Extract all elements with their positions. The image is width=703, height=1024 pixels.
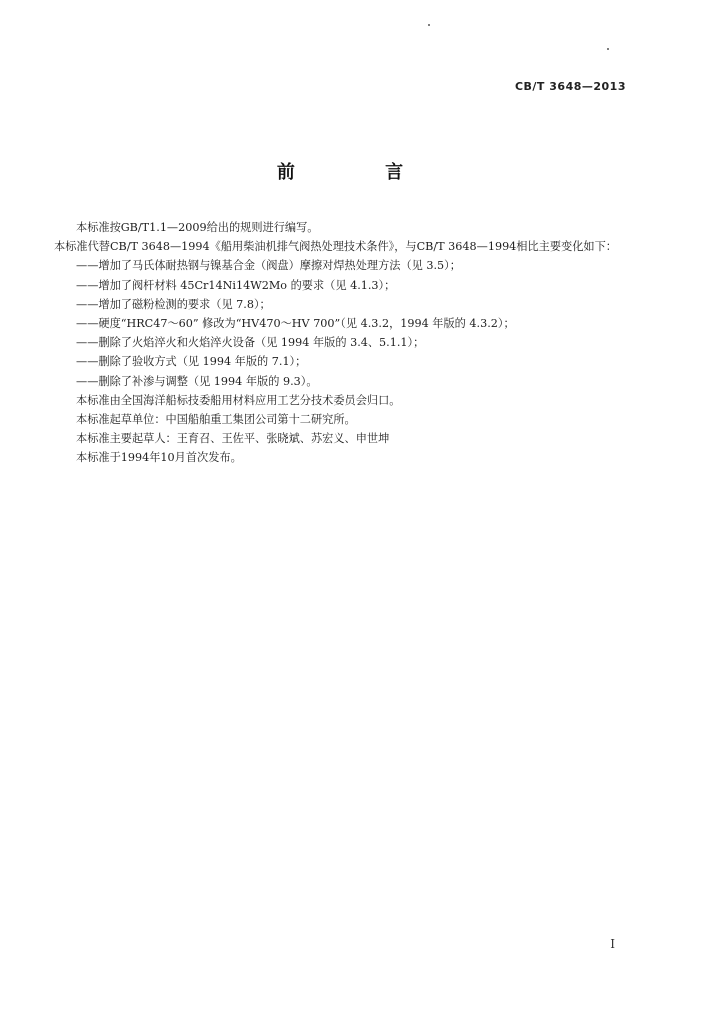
standard-code: CB/T 3648—2013 [514, 80, 626, 93]
change-item: ——增加了马氏体耐热钢与镍基合金（阀盘）摩擦对焊热处理方法（见 3.5）； [76, 259, 461, 273]
closing-line: 本标准主要起草人：王育召、王佐平、张晓斌、苏宏义、申世坤 [76, 432, 390, 446]
document-body [54, 218, 630, 468]
closing-line: 本标准于1994年10月首次发布。 [76, 451, 242, 465]
scan-speck [607, 48, 609, 50]
paragraph: 本标准代替CB/T 3648—1994《船用柴油机排气阀热处理技术条件》，与CB/T 3648—1994相比主要变化如下： [54, 240, 617, 254]
change-item: ——硬度“HRC47～60” 修改为“HV470～HV 700”（见 4.3.2，1994 年版的 4.3.2）； [76, 317, 515, 331]
change-item: ——删除了补渗与调整（见 1994 年版的 9.3）。 [76, 374, 318, 388]
change-item: ——删除了火焰淬火和火焰淬火设备（见 1994 年版的 3.4、5.1.1）； [76, 336, 425, 350]
change-item: ——删除了验收方式（见 1994 年版的 7.1）； [76, 355, 307, 369]
scan-speck [428, 24, 430, 26]
closing-line: 本标准由全国海洋船标技委船用材料应用工艺分技术委员会归口。 [76, 393, 401, 407]
change-item: ——增加了磁粉检测的要求（见 7.8）； [76, 297, 271, 311]
closing-line: 本标准起草单位：中国船舶重工集团公司第十二研究所。 [76, 413, 356, 427]
page-number: I [610, 937, 615, 951]
page-title: 前 言 [276, 162, 446, 183]
paragraph: 本标准按GB/T1.1—2009给出的规则进行编写。 [76, 221, 319, 234]
change-item: ——增加了阀杆材料 45Cr14Ni14W2Mo 的要求（见 4.1.3）； [76, 278, 396, 292]
